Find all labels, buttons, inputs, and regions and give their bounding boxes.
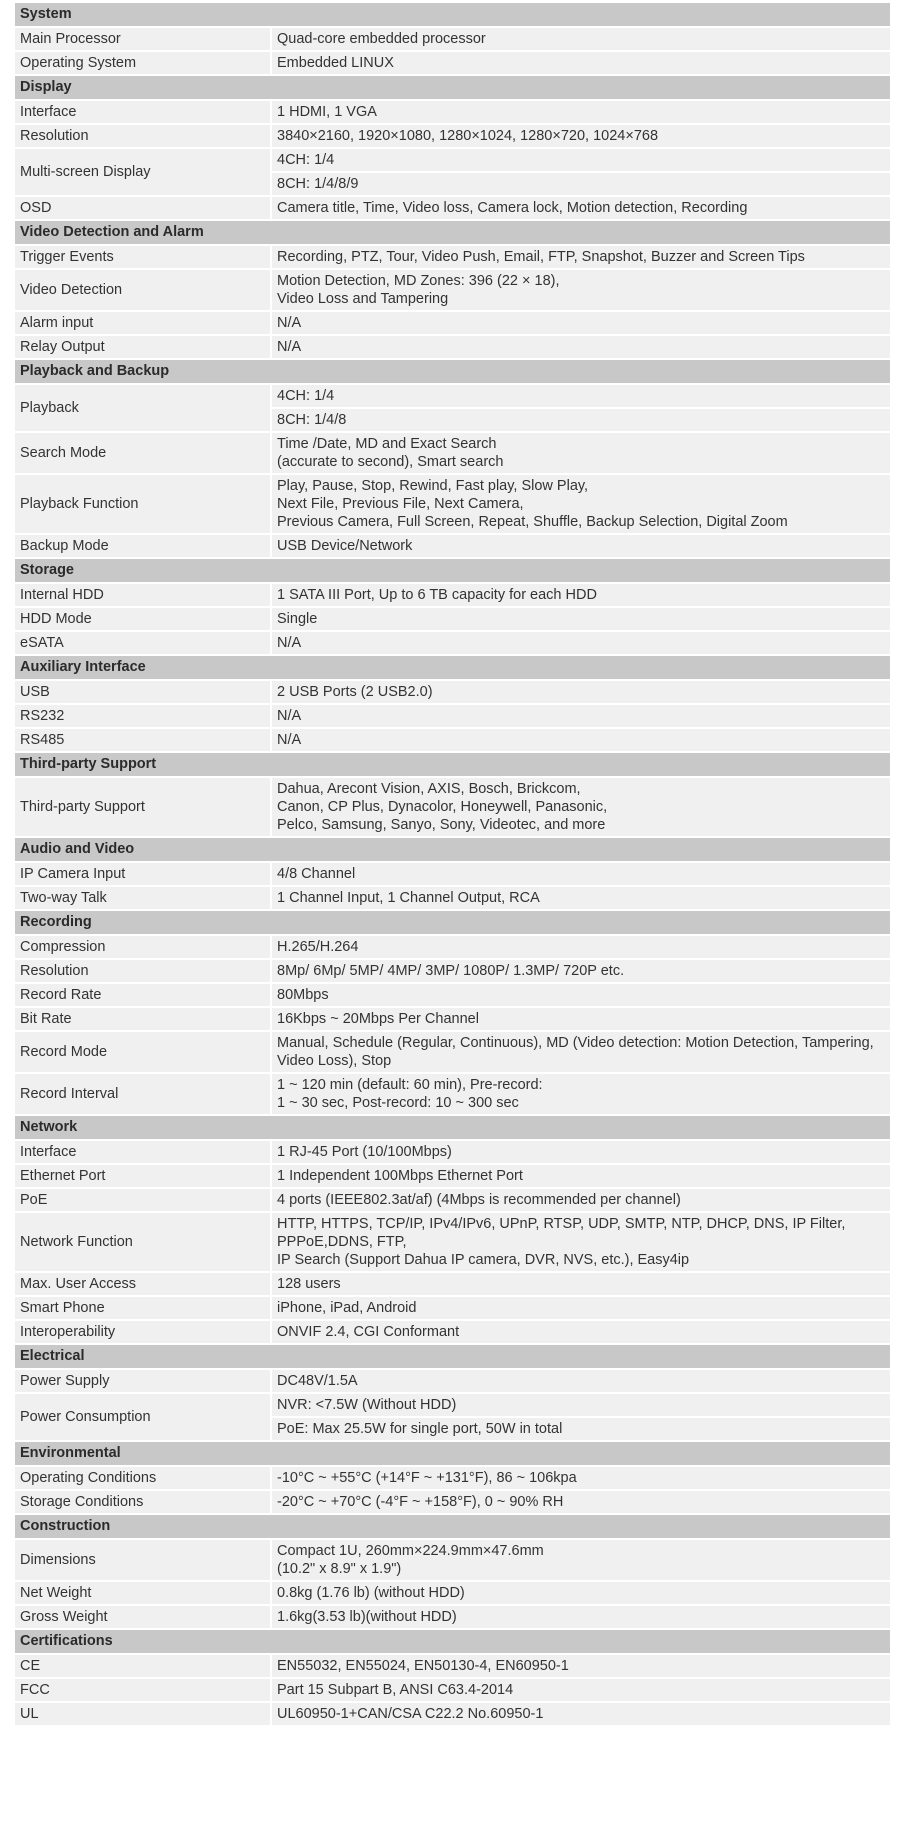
spec-value-cell — [272, 336, 890, 358]
spec-value-line: PoE: Max 25.5W for single port, 50W in total — [277, 1421, 563, 1437]
spec-value-line: 1 Channel Input, 1 Channel Output, RCA — [277, 890, 540, 906]
spec-value-line: 80Mbps — [277, 987, 329, 1003]
spec-value-cell — [272, 729, 890, 751]
spec-value-line: 4/8 Channel — [277, 866, 356, 882]
spec-value-cell — [272, 149, 890, 171]
spec-label: Bit Rate — [15, 1008, 272, 1030]
spec-label: OSD — [15, 197, 272, 219]
spec-values — [272, 1679, 890, 1701]
section-header-display: Display — [15, 76, 890, 101]
spec-value-line: Compact 1U, 260mm×224.9mm×47.6mm — [277, 1543, 544, 1559]
spec-row — [15, 1467, 890, 1491]
spec-value-cell — [272, 1297, 890, 1319]
spec-row — [15, 1165, 890, 1189]
spec-label: Search Mode — [15, 433, 272, 473]
spec-value-cell — [272, 1008, 890, 1030]
spec-value-line: iPhone, iPad, Android — [277, 1300, 417, 1316]
spec-value-cell — [272, 246, 890, 268]
spec-value-line: 1 SATA III Port, Up to 6 TB capacity for each HDD — [277, 587, 597, 603]
spec-values — [272, 960, 890, 982]
spec-label: RS232 — [15, 705, 272, 727]
spec-row — [15, 729, 890, 753]
spec-value-cell — [272, 407, 890, 431]
spec-row — [15, 1679, 890, 1703]
spec-value-line: 0.8kg (1.76 lb) (without HDD) — [277, 1585, 465, 1601]
spec-row — [15, 475, 890, 535]
spec-row — [15, 936, 890, 960]
spec-row — [15, 1273, 890, 1297]
spec-values — [272, 1074, 890, 1114]
spec-row — [15, 960, 890, 984]
spec-values — [272, 1032, 890, 1072]
spec-value-line: HTTP, HTTPS, TCP/IP, IPv4/IPv6, UPnP, RTSP, UDP, SMTP, NTP, DHCP, DNS, IP Filter, — [277, 1216, 846, 1232]
spec-label: Relay Output — [15, 336, 272, 358]
spec-value-line: 1 ~ 30 sec, Post-record: 10 ~ 300 sec — [277, 1095, 519, 1111]
spec-value-cell — [272, 270, 890, 310]
spec-value-line: N/A — [277, 635, 302, 651]
spec-values — [272, 887, 890, 909]
spec-values — [272, 1491, 890, 1513]
spec-label: Smart Phone — [15, 1297, 272, 1319]
spec-row — [15, 1321, 890, 1345]
spec-value-cell — [272, 632, 890, 654]
spec-values — [272, 1582, 890, 1604]
spec-value-cell — [272, 1213, 890, 1271]
spec-value-cell — [272, 1032, 890, 1072]
spec-values — [272, 197, 890, 219]
spec-value-line: Canon, CP Plus, Dynacolor, Honeywell, Panasonic, — [277, 799, 608, 815]
spec-values — [272, 1370, 890, 1392]
spec-values — [272, 936, 890, 958]
spec-label: Operating Conditions — [15, 1467, 272, 1489]
spec-label: Two-way Talk — [15, 887, 272, 909]
spec-value-cell — [272, 28, 890, 50]
spec-values — [272, 1213, 890, 1271]
section-header-system: System — [15, 3, 890, 28]
spec-label: Record Rate — [15, 984, 272, 1006]
spec-label: Trigger Events — [15, 246, 272, 268]
spec-row — [15, 385, 890, 433]
spec-value-line: 16Kbps ~ 20Mbps Per Channel — [277, 1011, 479, 1027]
spec-values — [272, 584, 890, 606]
spec-value-line: Recording, PTZ, Tour, Video Push, Email, FTP, Snapshot, Buzzer and Screen Tips — [277, 249, 805, 265]
spec-values — [272, 28, 890, 50]
spec-value-cell — [272, 1074, 890, 1114]
spec-row — [15, 125, 890, 149]
spec-value-line: UL60950-1+CAN/CSA C22.2 No.60950-1 — [277, 1706, 544, 1722]
spec-row — [15, 863, 890, 887]
spec-value-cell — [272, 433, 890, 473]
spec-label: Power Supply — [15, 1370, 272, 1392]
spec-label: Resolution — [15, 125, 272, 147]
spec-value-cell — [272, 535, 890, 557]
spec-value-line: 8Mp/ 6Mp/ 5MP/ 4MP/ 3MP/ 1080P/ 1.3MP/ 720P etc. — [277, 963, 625, 979]
spec-row — [15, 1540, 890, 1582]
spec-value-line: N/A — [277, 315, 302, 331]
spec-row — [15, 1074, 890, 1116]
spec-value-line: N/A — [277, 708, 302, 724]
spec-value-cell — [272, 385, 890, 407]
spec-value-cell — [272, 1703, 890, 1725]
spec-row — [15, 1491, 890, 1515]
spec-value-line: -10°C ~ +55°C (+14°F ~ +131°F), 86 ~ 106kpa — [277, 1470, 577, 1486]
spec-row — [15, 197, 890, 221]
spec-value-line: PPPoE,DDNS, FTP, — [277, 1234, 407, 1250]
spec-value-line: 1 HDMI, 1 VGA — [277, 104, 377, 120]
spec-label: Multi-screen Display — [15, 149, 272, 195]
spec-values — [272, 1297, 890, 1319]
spec-value-line: Embedded LINUX — [277, 55, 394, 71]
spec-row — [15, 1189, 890, 1213]
spec-value-cell — [272, 52, 890, 74]
spec-values — [272, 336, 890, 358]
spec-values — [272, 246, 890, 268]
spec-values — [272, 1606, 890, 1628]
spec-row — [15, 1032, 890, 1074]
spec-value-line: Pelco, Samsung, Sanyo, Sony, Videotec, and more — [277, 817, 606, 833]
spec-label: eSATA — [15, 632, 272, 654]
spec-label: Net Weight — [15, 1582, 272, 1604]
spec-value-cell — [272, 1370, 890, 1392]
section-header-electrical: Electrical — [15, 1345, 890, 1370]
spec-values — [272, 125, 890, 147]
spec-row — [15, 433, 890, 475]
spec-row — [15, 1703, 890, 1727]
spec-value-cell — [272, 1394, 890, 1416]
spec-row — [15, 535, 890, 559]
spec-label: Ethernet Port — [15, 1165, 272, 1187]
section-header-network: Network — [15, 1116, 890, 1141]
spec-row — [15, 1370, 890, 1394]
spec-value-line: H.265/H.264 — [277, 939, 359, 955]
spec-value-line: 8CH: 1/4/8 — [277, 412, 347, 428]
spec-label: FCC — [15, 1679, 272, 1701]
spec-value-cell — [272, 1679, 890, 1701]
spec-value-line: Dahua, Arecont Vision, AXIS, Bosch, Brickcom, — [277, 781, 581, 797]
spec-values — [272, 1703, 890, 1725]
spec-label: PoE — [15, 1189, 272, 1211]
spec-row — [15, 984, 890, 1008]
spec-label: Third-party Support — [15, 778, 272, 836]
spec-table — [15, 3, 890, 1727]
section-header-playback-and-backup: Playback and Backup — [15, 360, 890, 385]
spec-values — [272, 681, 890, 703]
section-header-audio-and-video: Audio and Video — [15, 838, 890, 863]
spec-value-cell — [272, 312, 890, 334]
spec-value-line: N/A — [277, 732, 302, 748]
spec-values — [272, 1141, 890, 1163]
section-header-third-party-support: Third-party Support — [15, 753, 890, 778]
section-header-auxiliary-interface: Auxiliary Interface — [15, 656, 890, 681]
spec-value-cell — [272, 1321, 890, 1343]
spec-row — [15, 1297, 890, 1321]
spec-label: Main Processor — [15, 28, 272, 50]
spec-values — [272, 149, 890, 195]
spec-label: Interoperability — [15, 1321, 272, 1343]
spec-value-line: Video Loss and Tampering — [277, 291, 449, 307]
spec-value-line: Motion Detection, MD Zones: 396 (22 × 18), — [277, 273, 560, 289]
spec-value-line: Single — [277, 611, 318, 627]
spec-value-line: ONVIF 2.4, CGI Conformant — [277, 1324, 460, 1340]
spec-values — [272, 863, 890, 885]
spec-value-line: 128 users — [277, 1276, 341, 1292]
spec-row — [15, 1213, 890, 1273]
spec-label: Resolution — [15, 960, 272, 982]
spec-row — [15, 1606, 890, 1630]
spec-row — [15, 28, 890, 52]
spec-row — [15, 887, 890, 911]
spec-label: Record Interval — [15, 1074, 272, 1114]
spec-value-line: EN55032, EN55024, EN50130-4, EN60950-1 — [277, 1658, 569, 1674]
spec-label: Interface — [15, 1141, 272, 1163]
section-header-video-detection-and-alarm: Video Detection and Alarm — [15, 221, 890, 246]
spec-value-line: DC48V/1.5A — [277, 1373, 358, 1389]
spec-values — [272, 312, 890, 334]
spec-row — [15, 1141, 890, 1165]
spec-values — [272, 1321, 890, 1343]
spec-label: Record Mode — [15, 1032, 272, 1072]
spec-label: Dimensions — [15, 1540, 272, 1580]
spec-value-cell — [272, 1491, 890, 1513]
spec-label: Alarm input — [15, 312, 272, 334]
spec-values — [272, 270, 890, 310]
spec-label: Backup Mode — [15, 535, 272, 557]
spec-value-cell — [272, 475, 890, 533]
spec-value-line: Part 15 Subpart B, ANSI C63.4-2014 — [277, 1682, 514, 1698]
spec-label: Storage Conditions — [15, 1491, 272, 1513]
spec-value-cell — [272, 984, 890, 1006]
spec-row — [15, 584, 890, 608]
spec-value-cell — [272, 778, 890, 836]
spec-value-cell — [272, 960, 890, 982]
spec-value-line: 4 ports (IEEE802.3at/af) (4Mbps is recommended per channel) — [277, 1192, 681, 1208]
spec-values — [272, 1394, 890, 1440]
spec-value-line: Manual, Schedule (Regular, Continuous), MD (Video detection: Motion Detection, Tampering, — [277, 1035, 874, 1051]
spec-value-cell — [272, 681, 890, 703]
spec-row — [15, 705, 890, 729]
spec-value-line: Previous Camera, Full Screen, Repeat, Shuffle, Backup Selection, Digital Zoom — [277, 514, 788, 530]
spec-value-line: -20°C ~ +70°C (-4°F ~ +158°F), 0 ~ 90% RH — [277, 1494, 564, 1510]
spec-values — [272, 475, 890, 533]
spec-label: Playback Function — [15, 475, 272, 533]
spec-label: Operating System — [15, 52, 272, 74]
spec-row — [15, 270, 890, 312]
spec-label: Playback — [15, 385, 272, 431]
spec-label: RS485 — [15, 729, 272, 751]
spec-value-line: 4CH: 1/4 — [277, 152, 335, 168]
spec-values — [272, 1467, 890, 1489]
spec-label: Compression — [15, 936, 272, 958]
spec-row — [15, 608, 890, 632]
spec-value-cell — [272, 1606, 890, 1628]
spec-row — [15, 101, 890, 125]
spec-row — [15, 1008, 890, 1032]
spec-value-cell — [272, 171, 890, 195]
spec-value-cell — [272, 1165, 890, 1187]
spec-value-line: Time /Date, MD and Exact Search — [277, 436, 497, 452]
spec-value-line: Quad-core embedded processor — [277, 31, 486, 47]
spec-label: Power Consumption — [15, 1394, 272, 1440]
spec-value-line: 1 Independent 100Mbps Ethernet Port — [277, 1168, 523, 1184]
spec-label: USB — [15, 681, 272, 703]
spec-values — [272, 1540, 890, 1580]
spec-values — [272, 52, 890, 74]
spec-value-cell — [272, 1416, 890, 1440]
spec-values — [272, 1165, 890, 1187]
spec-values — [272, 608, 890, 630]
spec-row — [15, 1655, 890, 1679]
spec-value-line: Next File, Previous File, Next Camera, — [277, 496, 524, 512]
spec-values — [272, 101, 890, 123]
spec-row — [15, 52, 890, 76]
spec-row — [15, 778, 890, 838]
spec-value-line: 4CH: 1/4 — [277, 388, 335, 404]
spec-label: Max. User Access — [15, 1273, 272, 1295]
spec-value-line: Camera title, Time, Video loss, Camera lock, Motion detection, Recording — [277, 200, 748, 216]
spec-row — [15, 312, 890, 336]
section-header-environmental: Environmental — [15, 1442, 890, 1467]
spec-label: UL — [15, 1703, 272, 1725]
spec-value-line: 2 USB Ports (2 USB2.0) — [277, 684, 433, 700]
section-header-recording: Recording — [15, 911, 890, 936]
spec-value-cell — [272, 101, 890, 123]
spec-value-line: Play, Pause, Stop, Rewind, Fast play, Slow Play, — [277, 478, 589, 494]
spec-label: Internal HDD — [15, 584, 272, 606]
spec-values — [272, 984, 890, 1006]
spec-values — [272, 705, 890, 727]
spec-value-cell — [272, 584, 890, 606]
spec-value-cell — [272, 1467, 890, 1489]
spec-values — [272, 1008, 890, 1030]
spec-value-line: Video Loss), Stop — [277, 1053, 392, 1069]
spec-values — [272, 433, 890, 473]
spec-values — [272, 1189, 890, 1211]
spec-value-line: IP Search (Support Dahua IP camera, DVR, NVS, etc.), Easy4ip — [277, 1252, 690, 1268]
section-header-storage: Storage — [15, 559, 890, 584]
spec-row — [15, 632, 890, 656]
spec-label: Network Function — [15, 1213, 272, 1271]
spec-row — [15, 1394, 890, 1442]
spec-values — [272, 729, 890, 751]
spec-value-line: N/A — [277, 339, 302, 355]
section-header-certifications: Certifications — [15, 1630, 890, 1655]
spec-value-cell — [272, 887, 890, 909]
spec-row — [15, 336, 890, 360]
spec-value-line: 1 RJ-45 Port (10/100Mbps) — [277, 1144, 452, 1160]
spec-label: HDD Mode — [15, 608, 272, 630]
spec-values — [272, 1655, 890, 1677]
spec-value-line: (10.2" x 8.9" x 1.9") — [277, 1561, 402, 1577]
section-header-construction: Construction — [15, 1515, 890, 1540]
spec-row — [15, 681, 890, 705]
spec-value-cell — [272, 197, 890, 219]
spec-values — [272, 778, 890, 836]
spec-value-cell — [272, 1273, 890, 1295]
spec-row — [15, 246, 890, 270]
spec-value-cell — [272, 125, 890, 147]
spec-value-line: 8CH: 1/4/8/9 — [277, 176, 359, 192]
spec-value-line: NVR: <7.5W (Without HDD) — [277, 1397, 457, 1413]
spec-row — [15, 1582, 890, 1606]
spec-value-cell — [272, 1655, 890, 1677]
spec-values — [272, 632, 890, 654]
spec-value-cell — [272, 1540, 890, 1580]
spec-value-cell — [272, 936, 890, 958]
spec-value-cell — [272, 705, 890, 727]
spec-row — [15, 149, 890, 197]
spec-values — [272, 1273, 890, 1295]
spec-label: Video Detection — [15, 270, 272, 310]
spec-value-line: 1.6kg(3.53 lb)(without HDD) — [277, 1609, 457, 1625]
spec-label: CE — [15, 1655, 272, 1677]
spec-value-line: 1 ~ 120 min (default: 60 min), Pre-record: — [277, 1077, 543, 1093]
spec-value-cell — [272, 608, 890, 630]
spec-value-cell — [272, 863, 890, 885]
spec-values — [272, 385, 890, 431]
spec-label: IP Camera Input — [15, 863, 272, 885]
spec-value-line: (accurate to second), Smart search — [277, 454, 504, 470]
spec-values — [272, 535, 890, 557]
spec-value-cell — [272, 1141, 890, 1163]
spec-label: Gross Weight — [15, 1606, 272, 1628]
spec-value-line: 3840×2160, 1920×1080, 1280×1024, 1280×720, 1024×768 — [277, 128, 659, 144]
spec-value-cell — [272, 1189, 890, 1211]
spec-value-line: USB Device/Network — [277, 538, 413, 554]
spec-label: Interface — [15, 101, 272, 123]
spec-value-cell — [272, 1582, 890, 1604]
